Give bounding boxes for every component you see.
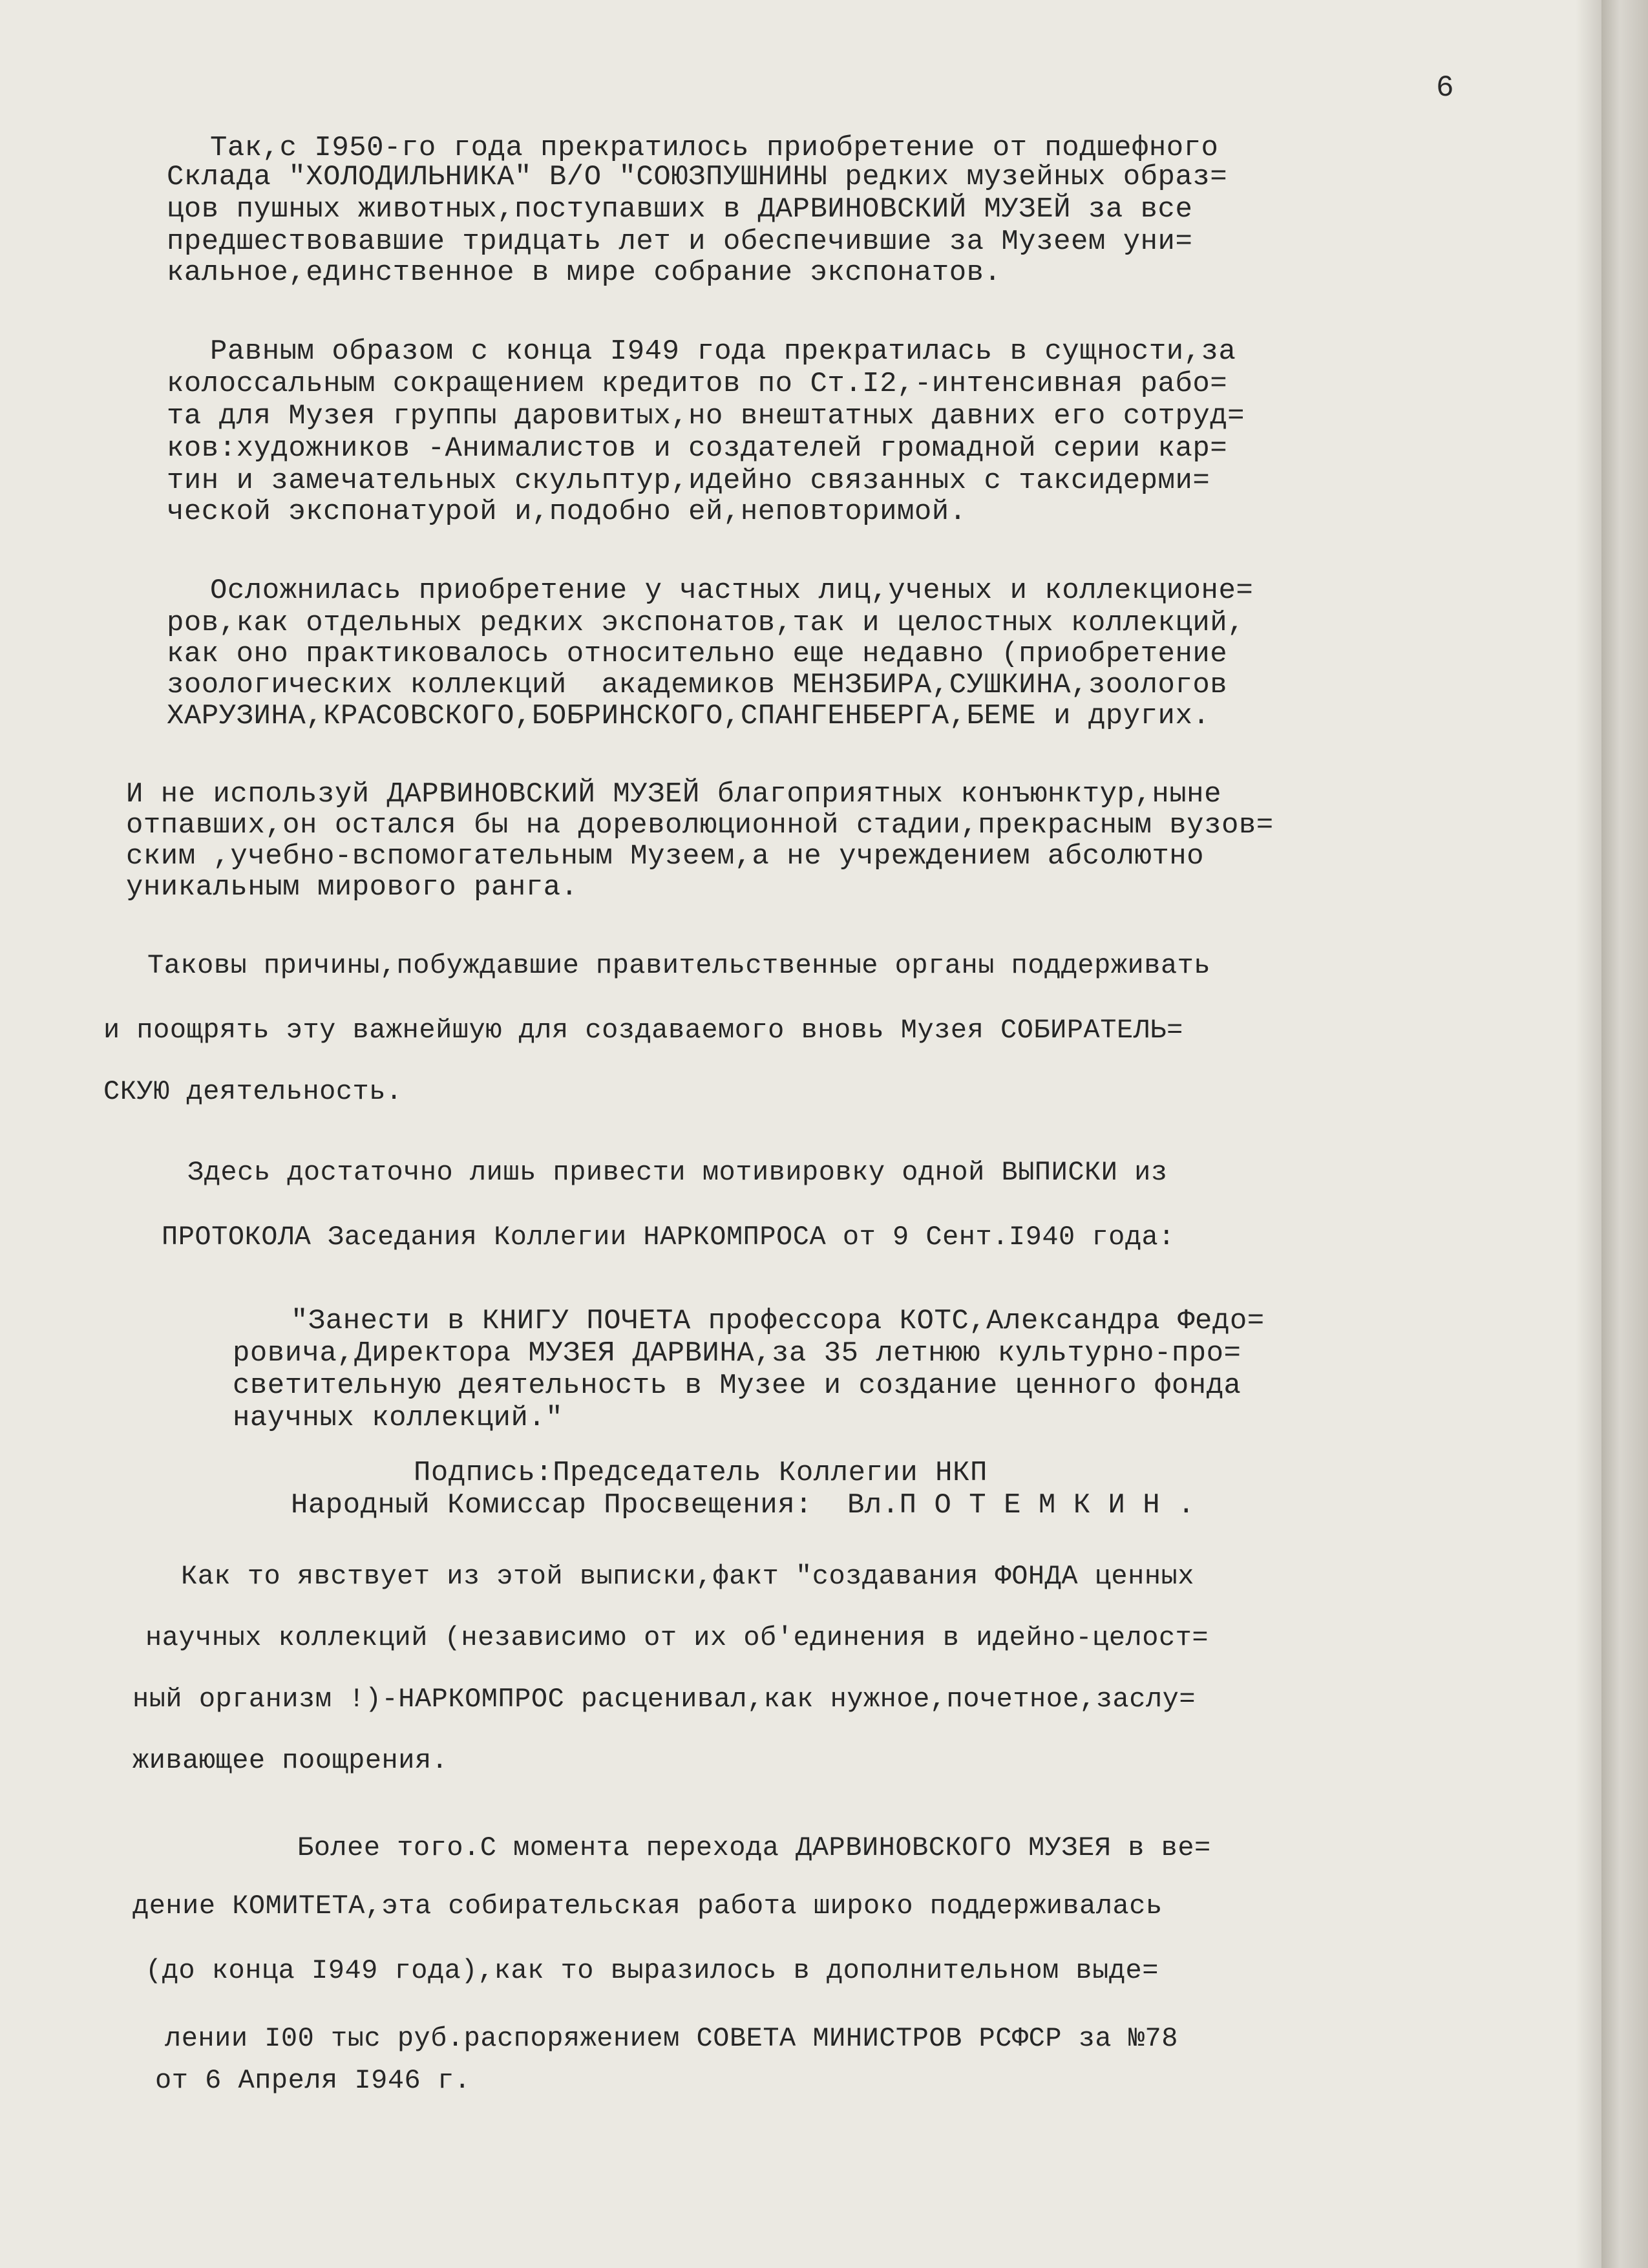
p4-line-2: отпавших,он остался бы на дореволюционной стадии,прекрасным вузов= — [126, 809, 1274, 842]
p4-line-3: ским ,учебно-вспомогательным Музеем,а не учреждением абсолютно — [126, 840, 1205, 873]
p7-line-3: ный организм !)-НАРКОМПРОС расценивал,как нужное,почетное,заслу= — [132, 1684, 1196, 1715]
p8-line-5: от 6 Апреля I946 г. — [155, 2065, 471, 2096]
p8-line-4: лении I00 тыс руб.распоряжением СОВЕТА МИНИСТРОВ РСФСР за №78 — [165, 2023, 1178, 2054]
p2-line-6: ческой экспонатурой и,подобно ей,неповторимой. — [167, 496, 967, 528]
scan-edge — [1601, 0, 1648, 2268]
signature-line-1: Подпись:Председатель Коллегии НКП — [414, 1457, 988, 1489]
p3-line-3: как оно практиковалось относительно еще недавно (приобретение — [167, 638, 1228, 670]
quote-line-3: светительную деятельность в Музее и создание ценного фонда — [233, 1370, 1241, 1402]
p5-line-2: и поощрять эту важнейшую для создаваемого вновь Музея СОБИРАТЕЛЬ= — [103, 1015, 1183, 1046]
p3-line-1: Осложнилась приобретение у частных лиц,ученых и коллекционе= — [210, 575, 1254, 607]
p1-line-2: Склада "ХОЛОДИЛЬНИКА" В/О "СОЮЗПУШНИНЫ редких музейных образ= — [167, 161, 1228, 193]
p1-line-1: Так,с I950-го года прекратилось приобретение от подшефного — [210, 132, 1219, 164]
p2-line-2: колоссальным сокращением кредитов по Ст.I2,-интенсивная рабо= — [167, 368, 1228, 400]
p4-line-1: И не используй ДАРВИНОВСКИЙ МУЗЕЙ благоприятных конъюнктур,ныне — [126, 778, 1221, 811]
p1-line-4: предшествовавшие тридцать лет и обеспечившие за Музеем уни= — [167, 226, 1193, 258]
p7-line-4: живающее поощрения. — [132, 1745, 449, 1776]
p5-line-1: Таковы причины,побуждавшие правительственные органы поддерживать — [147, 950, 1211, 981]
p2-line-5: тин и замечательных скульптур,идейно связанных с таксидерми= — [167, 465, 1210, 497]
p1-line-5: кальное,единственное в мире собрание экспонатов. — [167, 257, 1002, 289]
p3-line-5: ХАРУЗИНА,КРАСОВСКОГО,БОБРИНСКОГО,СПАНГЕНБЕРГА,БЕМЕ и других. — [167, 700, 1210, 732]
p2-line-4: ков:художников -Анималистов и создателей громадной серии кар= — [167, 432, 1228, 465]
page-number: 6 — [1436, 71, 1454, 105]
p3-line-4: зоологических коллекций академиков МЕНЗБИРА,СУШКИНА,зоологов — [167, 669, 1228, 701]
p7-line-2: научных коллекций (независимо от их об'единения в идейно-целост= — [145, 1622, 1209, 1653]
p8-line-1: Более того.С момента перехода ДАРВИНОВСКОГО МУЗЕЯ в ве= — [297, 1832, 1211, 1863]
p1-line-3: цов пушных животных,поступавших в ДАРВИНОВСКИЙ МУЗЕЙ за все — [167, 193, 1193, 226]
quote-line-1: "Занести в КНИГУ ПОЧЕТА профессора КОТС,Александра Федо= — [291, 1305, 1265, 1337]
p6-line-2: ПРОТОКОЛА Заседания Коллегии НАРКОМПРОСА от 9 Сент.I940 года: — [162, 1222, 1175, 1253]
p7-line-1: Как то явствует из этой выписки,факт "создавания ФОНДА ценных — [181, 1561, 1194, 1592]
p4-line-4: уникальным мирового ранга. — [126, 871, 578, 904]
quote-line-2: ровича,Директора МУЗЕЯ ДАРВИНА,за 35 летнюю культурно-про= — [233, 1337, 1241, 1370]
p2-line-3: та для Музея группы даровитых,но внештатных давних его сотруд= — [167, 400, 1245, 432]
p8-line-2: дение КОМИТЕТА,эта собирательская работа широко поддерживалась — [132, 1891, 1163, 1922]
p3-line-2: ров,как отдельных редких экспонатов,так и целостных коллекций, — [167, 607, 1245, 639]
p8-line-3: (до конца I949 года),как то выразилось в дополнительном выде= — [145, 1955, 1159, 1986]
signature-line-2: Народный Комиссар Просвещения: Вл.П О Т Е М К И Н . — [291, 1489, 1196, 1521]
p2-line-1: Равным образом с конца I949 года прекратилась в сущности,за — [210, 335, 1236, 368]
p5-line-3: СКУЮ деятельность. — [103, 1076, 403, 1107]
p6-line-1: Здесь достаточно лишь привести мотивировку одной ВЫПИСКИ из — [187, 1157, 1168, 1188]
quote-line-4: научных коллекций." — [233, 1402, 564, 1434]
